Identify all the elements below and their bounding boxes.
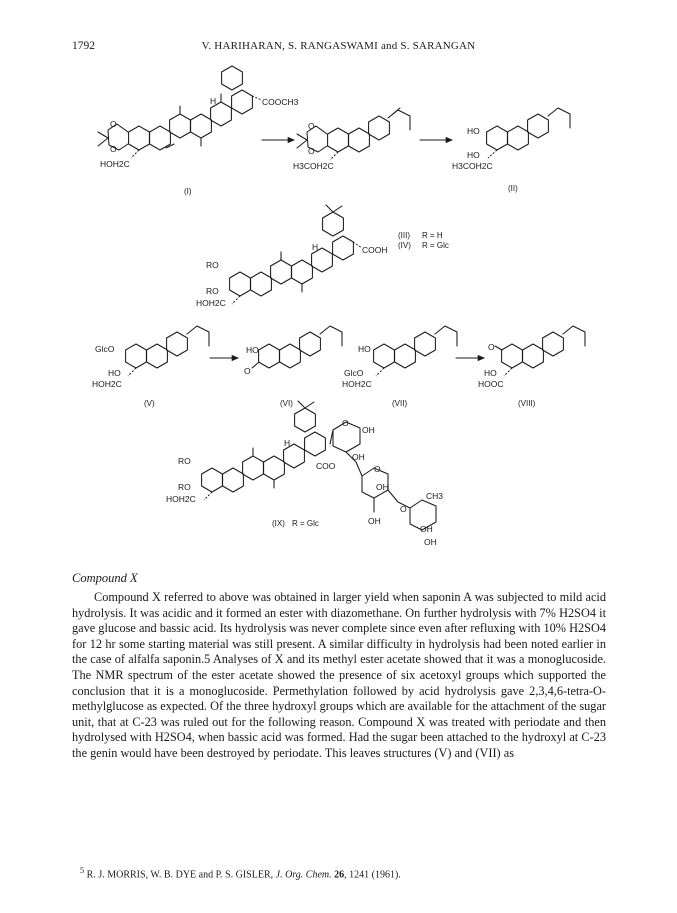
label-oxygen: O [244,366,251,376]
label-hoh2c: HOH2C [196,298,226,308]
compound-4-definition: R = Glc [422,241,449,250]
label-hydroxyl-oh: OH [352,452,365,462]
paragraph-text: Compound X referred to above was obtained in larger yield when saponin A was subjected to mild acid hydrolysis. It was acidic and it formed an ester with diazomethane. On further hydrolysis with 7% H2SO4 it gave glucose and bassic acid. Its hydrolysis was never complete since even after refluxing with 10% H2SO4 for 12 hr some starting material was still present. A similar difficulty in hydrolysis had been noted earlier in the case of alfalfa saponin.5 Analyses of X and its methyl ester acetate showed that it was a monoglucoside. The NMR spectrum of the ester acetate showed the presence of six acetoxyl groups which supported the conclusion that it is a monoglucoside. Permethylation followed by acid hydrolysis gave 2,3,4,6-tetra-O-methylglucose as expected. Of the three hydroxyl groups which are available for the attachment of the sugar unit, that at C-23 was ruled out for the following reason. Compound X was treated with periodate and then hydrolysed with H2SO4, when bassic acid was formed. Had the sugar been attached to the hydroxyl at C-23 the genin would have been destroyed by periodate. This leaves structures (V) and (VII) as [72,590,606,760]
structure-compound-3-4 [196,205,449,308]
structure-intermediate [293,108,410,171]
page-number: 1792 [72,40,95,52]
compound-label-3: (III) [398,231,410,240]
compound-label-7: (VII) [392,399,408,408]
label-hydroxyl-oh: OH [420,524,433,534]
label-hoh2c: HOH2C [342,379,372,389]
footnote-number: 5 [80,866,85,875]
compound-9-definition: R = Glc [292,519,319,528]
footnote-journal: J. Org. Chem. [275,869,332,881]
label-oxygen: O [488,342,495,352]
structure-compound-9 [166,401,443,547]
label-hydroxyl: HO [108,368,121,378]
label-hydroxyl: HO [246,345,259,355]
section-heading: Compound X [72,571,138,585]
label-hydroxyl-oh: OH [362,425,375,435]
structure-compound-2 [452,108,570,193]
compound-label-8: (VIII) [518,399,536,408]
structure-compound-7 [342,326,457,408]
footnote: $^5$ R. J. MORRIS, W. B. DYE and P. S. GISLER, J. Org. Chem. 26, 1241 (1961). [80,866,401,881]
label-cooch3: COOCH3 [262,97,299,107]
label-hoh2c: HOH2C [166,494,196,504]
label-oxygen: O [308,121,315,131]
compound-3-definition: R = H [422,231,443,240]
label-oxygen: O [110,144,117,154]
label-hydroxyl: HO [484,368,497,378]
label-h3coh2c: H3COH2C [293,161,334,171]
label-oxygen: O [342,418,349,428]
label-oxygen: O [400,504,407,514]
label-coo: COO [316,461,336,471]
label-ro: RO [206,286,219,296]
label-cooh: COOH [362,245,388,255]
label-h3coh2c: H3COH2C [452,161,493,171]
label-ro: RO [178,482,191,492]
compound-label-2: (II) [508,184,518,193]
label-oxygen: O [374,464,381,474]
label-hydroxyl: HO [358,344,371,354]
structure-compound-1 [98,66,299,196]
compound-label-1: (I) [184,187,192,196]
label-glco: GlcO [344,368,364,378]
label-hydrogen: H [284,438,291,448]
compound-label-5: (V) [144,399,155,408]
compound-label-4: (IV) [398,241,411,250]
label-ro: RO [178,456,191,466]
label-oxygen: O [308,146,315,156]
structure-compound-8 [478,326,585,408]
structure-compound-5 [92,326,209,408]
label-hydroxyl: HO [467,126,480,136]
label-hooc: HOOC [478,379,504,389]
compound-label-9: (IX) [272,519,285,528]
label-hydrogen: H [210,96,217,106]
running-head: V. HARIHARAN, S. RANGASWAMI and S. SARANGAN [201,40,476,52]
label-hydroxyl: HO [467,150,480,160]
body-paragraph [72,590,606,762]
label-hydrogen: H [312,242,319,252]
label-oxygen: O [110,119,117,129]
label-methyl: CH3 [426,491,444,501]
label-hydroxyl-oh: OH [376,482,389,492]
label-glco: GlcO [95,344,115,354]
footnote-volume: 26 [334,869,345,881]
compound-label-6: (VI) [280,399,293,408]
label-hoh2c: HOH2C [100,159,130,169]
label-hydroxyl-oh: OH [368,516,381,526]
structure-compound-6 [244,326,342,408]
label-hydroxyl-oh: OH [424,537,437,547]
chemical-structures-figure [0,60,677,565]
label-hoh2c: HOH2C [92,379,122,389]
label-ro: RO [206,260,219,270]
